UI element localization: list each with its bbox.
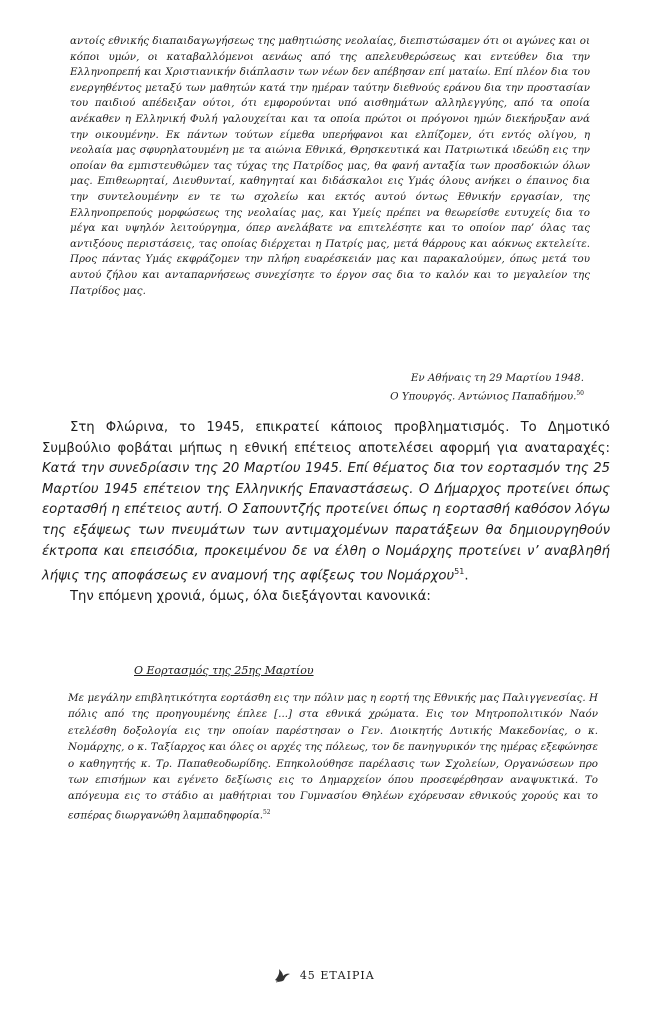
bottom-quote-block — [68, 690, 598, 824]
section-heading: Ο Εορτασμός της 25ης Μαρτίου — [134, 664, 314, 677]
footnote-marker-52: 52 — [262, 808, 271, 816]
signature-signer: Ο Υπουργός. Αντώνιος Παπαδήμου. — [390, 390, 577, 403]
body-paragraph-1-end: . — [464, 568, 469, 584]
bottom-quote-paragraph — [68, 690, 598, 824]
body-text — [42, 418, 610, 608]
body-paragraph-1-intro: Στη Φλώρινα, το 1945, επικρατεί κάποιος προβληματισμός. Το Δημοτικό Συμβούλιο φοβάται μήπως η εθνική επέτειος αποτελέσει αφορμή για αναταραχές: — [42, 420, 610, 456]
bottom-quote-text: Με μεγάλην επιβλητικότητα εορτάσθη εις την πόλιν μας η εορτή της Εθνικής μας Παλιγγενεσίας. Η πόλις από της προηγουμένης έπλεε [...] στα εθνικά χρώματα. Εις τον Μητροπολιτικόν Ναόν ετελέσθη δοξολογία εις την οποίαν παρέστησαν ο Γεν. Διοικητής Δυτικής Μακεδονίας, ο κ. Νομάρχης, ο κ. Ταξίαρχος και όλες οι αρχές της πόλεως, τον δε πανηγυρικόν της ημέρας εξεφώνησε ο καθηγητής κ. Τρ. Παπαθεοδωρίδης. Επηκολούθησε παρέλασις των Σχολείων, Οργανώσεων προ των επισήμων και εγένετο δεξίωσις εις το Δημαρχείον όπου προσεφέρθησαν αναψυκτικά. Το απόγευμα εις το στάδιο αι μαθήτριαι του Γυμνασίου Θηλέων εχόρευσαν εθνικούς χορούς και το εσπέρας διωργανώθη λαμπαδηφορία. — [68, 692, 598, 822]
publisher-name: ΕΤΑΙΡΙΑ — [320, 969, 375, 982]
footnote-marker-50: 50 — [576, 390, 584, 397]
page-footer — [0, 968, 648, 984]
bird-logo-icon — [273, 968, 291, 984]
footnote-marker-51: 51 — [454, 567, 465, 577]
signature-signer-line — [390, 386, 584, 404]
page-number: 45 — [299, 969, 316, 982]
signature-block — [390, 370, 584, 404]
body-paragraph-2: Την επόμενη χρονιά, όμως, όλα διεξάγονται κανονικά: — [70, 589, 431, 605]
council-minutes-quote: Κατά την συνεδρίασιν της 20 Μαρτίου 1945. Επί θέματος δια τον εορτασμόν της 25 Μαρτίου 1945 επέτειον της Ελληνικής Επαναστάσεως. Ο Δήμαρχος προτείνει όπως εορτασθή η επέτειος αυτή. Ο Σαπουντζής προτείνει όπως η εορτασθή καθόσον λόγω της εξάψεως των πνευμάτων των αντιμαχομένων παρατάξεων θα δημιουργηθούν έκτροπα και επεισόδια, προκειμένου δε να έλθη ο Νομάρχης προτείνει ν’ αναβληθή λήψις της αποφάσεως εν αναμονή της αφίξεως του Νομάρχου — [42, 461, 610, 584]
top-quote-block — [70, 34, 590, 299]
body-paragraph-1 — [42, 418, 610, 587]
signature-place-date: Εν Αθήναις τη 29 Μαρτίου 1948. — [410, 372, 584, 384]
top-quote-text: αντοίς εθνικής διαπαιδαγωγήσεως της μαθητιώσης νεολαίας, διεπιστώσαμεν ότι οι αγώνες και οι κόποι υμών, οι καταβαλλόμενοι αενάως από της απελευθερώσεως και εντεύθεν δια την Ελληνοπρεπή και Χριστιανικήν διάπλασιν των νέων δεν απέβησαν επί ματαίω. Επί πλέον δια του ενεργηθέντος μεταξύ των μαθητών κατά την ημέραν ταύτην διεθνούς εράνου δια την προστασίαν του παιδιού απέδειξαν ούτοι, ότι εμφορούνται υπό αισθημάτων αλληλεγγύης, από τα οποία ανέκαθεν η Ελληνική Φυλή γαλουχείται και τα οποία πρώτοι οι πρόγονοι ημών διεκήρυξαν ανά την οικουμένην. Εκ πάντων τούτων είμεθα υπερήφανοι και ελπίζομεν, ότι εντός ολίγου, η νεολαία μας σφυρηλατουμένη με τα αιώνια Εθνικά, Θρησκευτικά και Πατριωτικά ιδεώδη εις την οποίαν θα εμπιστευθώμεν τας τύχας της Πατρίδος μας, θα φανή ανταξία των προσδοκιών όλων μας. Επιθεωρηταί, Διευθυνταί, καθηγηταί και διδάσκαλοι εις Υμάς όλους ανήκει ο έπαινος δια την συντελουμένην εν τε τω σχολείω και εκτός αυτού όντως Εθνικήν εργασίαν, της Ελληνοπρεπούς μορφώσεως της νεολαίας μας, και Υμείς πρέπει να θεωρείσθε ευτυχείς δια το μέγα και υψηλόν λειτούργημα, όπερ ανελάβατε να επιτελέσητε και το οποίον παρ’ όλας τας αντιξόους περιστάσεις, τας οποίας διέρχεται η Πατρίς μας, μετά θάρρους και αόκνως εκτελείτε. Προς πάντας Υμάς εκφράζομεν την πλήρη ευαρέσκειάν μας και παρακαλούμεν, όπως μετά του αυτού ζήλου και ανταπαρνήσεως συνεχίσητε το έργον σας δια το καλόν και το μεγαλείον της Πατρίδος μας. — [70, 35, 590, 297]
